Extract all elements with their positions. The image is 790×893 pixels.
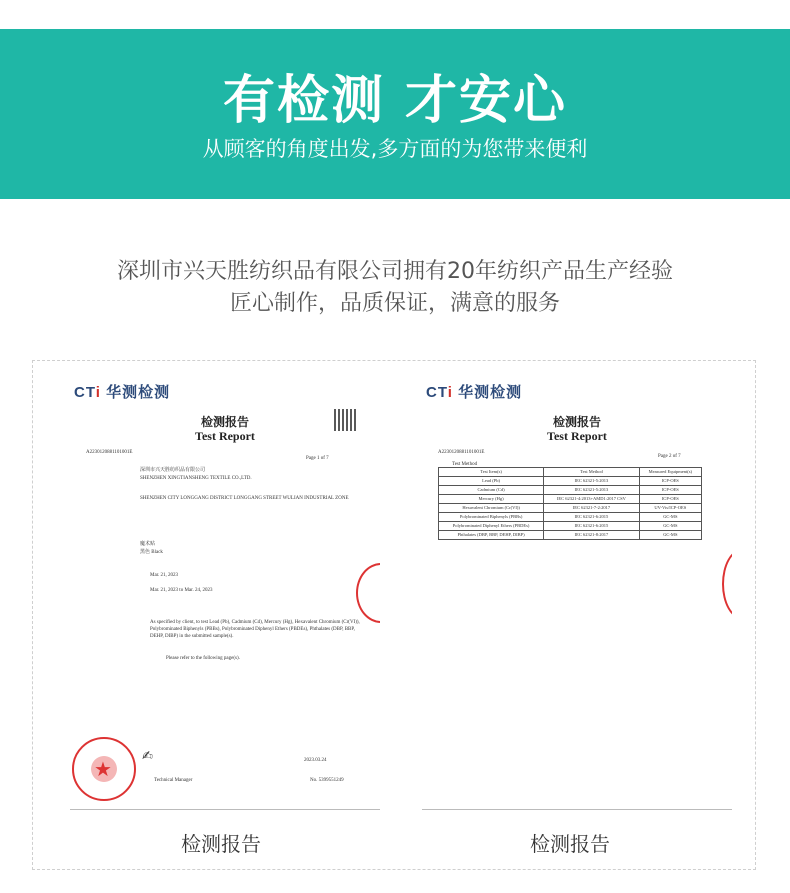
table-cell: ICP-OES (639, 477, 701, 486)
test-report-page-1[interactable] (70, 377, 380, 817)
table-row (439, 513, 702, 522)
table-cell: IEC 62321-7-2:2017 (544, 504, 639, 513)
test-requested: As specified by client, to test Lead (Pb), Cadmium (Cd), Mercury (Hg), Hexavalent Chromium (Cr(VI)), Polybrominated Biphenyls (PBBs), Polybrominated Diphenyl Ethers (PBDEs), Phthalates (DBP, BBP, DEHP, DIBP) in the submitted sample(s). (150, 620, 360, 639)
page-number: Page 2 of 7 (658, 454, 681, 459)
signer-title: Technical Manager (154, 778, 193, 783)
section-title: Test Method (452, 462, 478, 467)
table-cell: ICP-OES (639, 495, 701, 504)
table-cell: UV-Vis/ICP-OES (639, 504, 701, 513)
table-cell: IEC 62321-6:2015 (544, 513, 639, 522)
report-title-cn: 检测报告 (200, 415, 249, 429)
signature: ✍ (142, 749, 153, 764)
table-cell: IEC 62321-6:2015 (544, 522, 639, 531)
table-cell: ICP-OES (639, 486, 701, 495)
report-number: A2230120881101001E (438, 450, 485, 455)
table-row (439, 504, 702, 513)
table-cell: Hexavalent Chromium (Cr(VI)) (439, 504, 544, 513)
testing-period: Mar. 21, 2023 to Mar. 24, 2023 (150, 588, 213, 593)
table-cell: Lead (Pb) (439, 477, 544, 486)
banner-subtitle: 从顾客的角度出发,多方面的为您带来便利 (202, 137, 588, 161)
report-title-cn: 检测报告 (552, 415, 601, 429)
table-row (439, 486, 702, 495)
applicant-cn: 深圳市兴天胜纺织品有限公司 (140, 468, 206, 473)
page-number: Page 1 of 7 (306, 456, 329, 461)
table-cell: Phthalates (DBP, BBP, DEHP, DIBP) (439, 531, 544, 540)
stamp-seal (722, 549, 732, 619)
table-cell: Polybrominated Diphenyl Ethers (PBDEs) (439, 522, 544, 531)
company-address: SHENZHEN CITY LONGGANG DISTRICT LONGGANG STREET WULIAN INDUSTRIAL ZONE (140, 496, 349, 501)
cti-stamp-seal (72, 737, 136, 801)
table-cell: IEC 62321-8:2017 (544, 531, 639, 540)
table-cell: GC-MS (639, 513, 701, 522)
caption-report-2: 检测报告 (530, 832, 610, 856)
report-title-en: Test Report (195, 429, 255, 443)
banner-title: 有检测 才安心 (222, 71, 568, 131)
table-header: Measured Equipment(s) (639, 468, 701, 477)
report-date: 2023.03.24 (304, 758, 327, 763)
table-cell: GC-MS (639, 531, 701, 540)
table-cell: Mercury (Hg) (439, 495, 544, 504)
table-row (439, 531, 702, 540)
report-number: A2230120881101001E (86, 450, 133, 455)
footer-divider (70, 809, 380, 810)
table-cell: IEC 62321-5:2013 (544, 477, 639, 486)
cti-logo: CTi 华测检测 (74, 384, 171, 401)
table-row (439, 495, 702, 504)
cti-logo: CTi 华测检测 (426, 384, 523, 401)
company-name: SHENZHEN XINGTIANSHENG TEXTILE CO.,LTD. (140, 476, 252, 481)
sample-color: 黑色 Black (140, 550, 163, 555)
intro-line-2: 匠心制作，品质保证，满意的服务 (229, 291, 560, 316)
sample-name: 魔术贴 (140, 542, 156, 547)
caption-report-1: 检测报告 (181, 832, 261, 856)
report-serial: No. 5399551249 (310, 778, 344, 783)
table-cell: Polybrominated Biphenyls (PBBs) (439, 513, 544, 522)
table-cell: IEC 62321-4:2013+AMD1:2017 CSV (544, 495, 639, 504)
intro-line-1: 深圳市兴天胜纺织品有限公司拥有20年纺织产品生产经验 (117, 259, 673, 284)
report-title-en: Test Report (547, 429, 607, 443)
table-header: Test Method (544, 468, 639, 477)
stamp-seal (356, 563, 380, 623)
test-report-page-2[interactable] (422, 377, 732, 817)
received-date: Mar. 21, 2023 (150, 573, 179, 578)
table-cell: GC-MS (639, 522, 701, 531)
table-header: Test Item(s) (439, 468, 544, 477)
table-row (439, 522, 702, 531)
table-cell: IEC 62321-5:2013 (544, 486, 639, 495)
test-result: Please refer to the following page(s). (166, 656, 240, 661)
test-method-table (438, 467, 702, 540)
footer-divider (422, 809, 732, 810)
table-cell: Cadmium (Cd) (439, 486, 544, 495)
table-row (439, 477, 702, 486)
